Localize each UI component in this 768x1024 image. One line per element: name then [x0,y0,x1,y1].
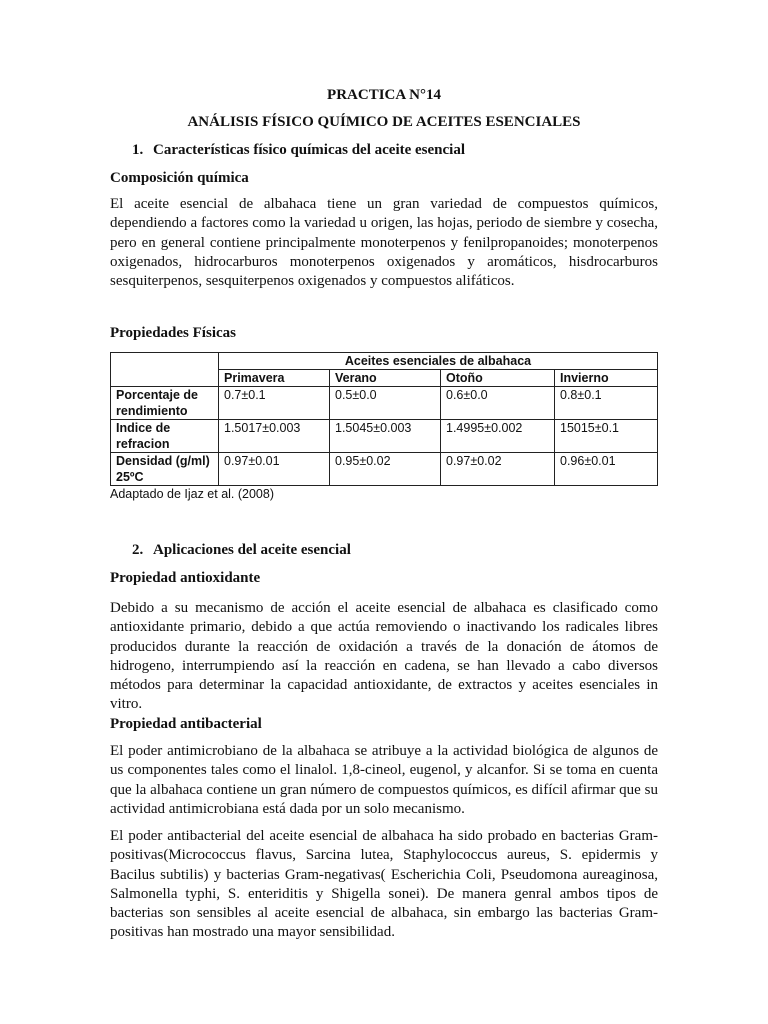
section-1-number: 1. [132,142,144,158]
antibacterial-paragraph-2: El poder antibacterial del aceite esencial de albahaca ha sido probado en bacterias Gram-positivas(Micrococcus flavus, Sarcina lutea, Staphylococcus aureus, S. epidermis y Bacilus subtilis) y bacterias Gram-negativas( Escherichia Coli, Pseudomona aureaginosa, Salmonella typhi, S. enteriditis y Shigella sonei). De manera genral ambos tipos de bacterias son sensibles al aceite esencial de albahaca, sin embargo las bacterias Gram-positivas han mostrado una mayor sensibilidad. [110,828,658,941]
table-cell: 0.5±0.0 [330,387,441,420]
properties-table [110,352,658,486]
antibacterial-heading: Propiedad antibacterial [110,716,262,732]
section-2-number: 2. [132,542,144,558]
antioxidant-heading: Propiedad antioxidante [110,570,261,586]
table-caption: Adaptado de Ijaz et al. (2008) [110,487,275,501]
composition-heading: Composición química [110,170,249,186]
table-cell: 15015±0.1 [555,420,658,453]
table-empty-corner-2 [111,370,219,387]
table-cell: 0.8±0.1 [555,387,658,420]
table-group-header-row [111,353,658,370]
table-row-label: Densidad (g/ml) 25ºC [111,453,219,486]
document-title: ANÁLISIS FÍSICO QUÍMICO DE ACEITES ESENCIALES [187,114,581,130]
table-cell: 0.97±0.01 [219,453,330,486]
table-cell: 1.4995±0.002 [441,420,555,453]
table-row-label: Porcentaje de rendimiento [111,387,219,420]
table-cell: 0.97±0.02 [441,453,555,486]
section-1-heading [132,142,465,159]
table-season-header: Invierno [555,370,658,387]
table-cell: 0.7±0.1 [219,387,330,420]
composition-paragraph: El aceite esencial de albahaca tiene un gran variedad de compuestos químicos, dependiendo a factores como la variedad u origen, las hojas, periodo de siembre y cosecha, pero en general contiene principalmente monoterpenos y fenilpropanoides; monoterpenos oxigenados, hidrocarburos monoterpenos oxigenados y aromáticos, hisdrocarburos sesquiterpenos, sesquiterpenos oxigenados y compuestos alifáticos. [110,196,658,290]
table-cell: 0.95±0.02 [330,453,441,486]
table-cell: 1.5017±0.003 [219,420,330,453]
section-2-heading [132,542,351,559]
section-2-title: Aplicaciones del aceite esencial [153,542,351,558]
table-cell: 0.96±0.01 [555,453,658,486]
table-empty-corner [111,353,219,370]
table-row [111,453,658,486]
table-row-label: Indice de refracion [111,420,219,453]
section-1-title: Características físico químicas del aceite esencial [153,142,465,158]
table-row [111,387,658,420]
table-row [111,420,658,453]
antibacterial-paragraph-1: El poder antimicrobiano de la albahaca se atribuye a la actividad biológica de algunos de us componentes tales como el linalol. 1,8-cineol, eugenol, y alcanfor. Si se toma en cuenta que la albahaca contiene un gran número de compuestos químicos, es difícil afirmar que su actividad antimicrobiana está dada por un solo mecanismo. [110,743,658,817]
table-group-header: Aceites esenciales de albahaca [219,353,658,370]
table-season-header: Otoño [441,370,555,387]
table-season-row [111,370,658,387]
antioxidant-paragraph: Debido a su mecanismo de acción el aceite esencial de albahaca es clasificado como antioxidante primario, debido a que actúa removiendo o inactivando los radicales libres producidos durante la reacción de oxidación a través de la donación de átomos de hidrogeno, interrumpiendo así la reacción en cadena, se han llevado a cabo diversos métodos para determinar la capacidad antioxidante, de extractos y aceites esenciales in vitro. [110,600,658,713]
properties-heading: Propiedades Físicas [110,325,236,341]
practice-title: PRACTICA N°14 [327,87,441,103]
table-season-header: Verano [330,370,441,387]
table-cell: 0.6±0.0 [441,387,555,420]
table-cell: 1.5045±0.003 [330,420,441,453]
table-season-header: Primavera [219,370,330,387]
